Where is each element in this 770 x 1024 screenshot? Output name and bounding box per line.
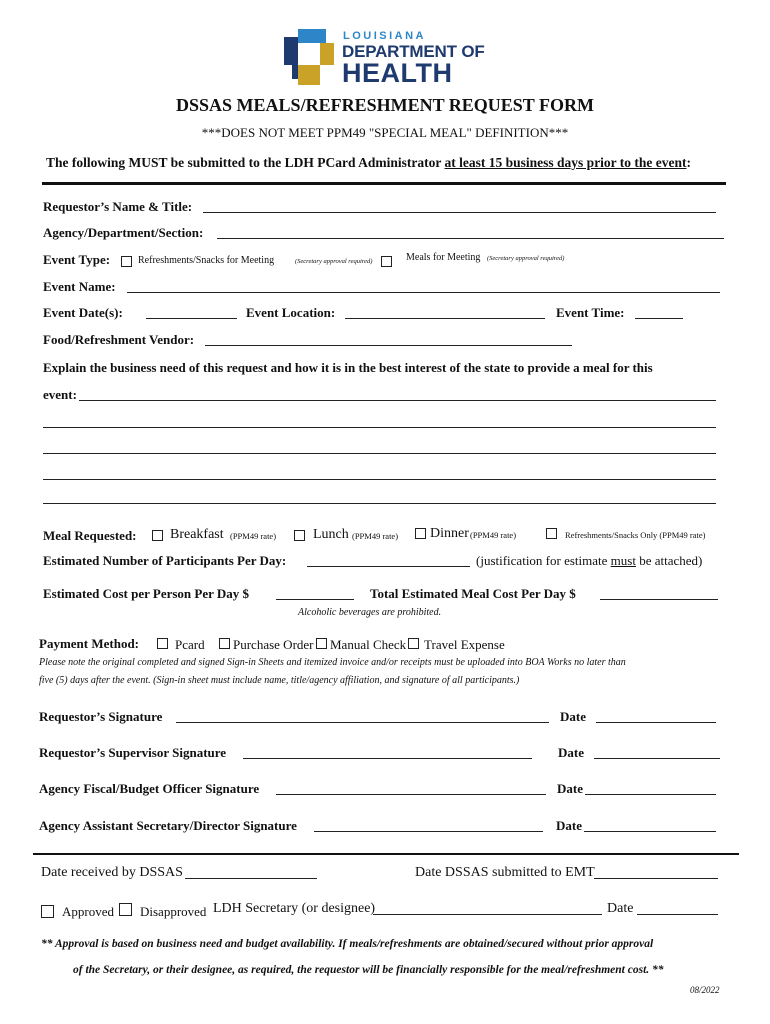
header-divider [42, 182, 726, 185]
event-location-label: Event Location: [246, 305, 336, 320]
logo-line-health: HEALTH [342, 58, 453, 88]
participants-note: (justification for estimate must be attached) [476, 553, 703, 568]
requestor-name-row: Requestor’s Name & Title: [43, 199, 193, 214]
fiscal-date-label: Date [557, 781, 583, 796]
date-received-label: Date received by DSSAS [41, 865, 183, 880]
payment-travel-label: Travel Expense [424, 637, 505, 652]
total-cost-field[interactable] [600, 587, 718, 600]
assistant-signature-label: Agency Assistant Secretary/Director Signature [39, 818, 297, 833]
secretary-date-label: Date [607, 901, 634, 916]
assistant-date-field[interactable] [584, 819, 716, 832]
payment-pcard-checkbox[interactable] [157, 638, 168, 649]
meal-breakfast-note: (PPM49 rate) [230, 531, 277, 541]
event-type-snacks-checkbox[interactable] [121, 256, 132, 267]
instruction-text: The following MUST be submitted to the LDH PCard Administrator at least 15 business days prior to the event: [46, 155, 692, 170]
explain-line-2[interactable] [43, 415, 716, 428]
date-submitted-label: Date DSSAS submitted to EMT [415, 865, 595, 880]
logo-line-department: DEPARTMENT OF [342, 42, 485, 61]
cost-per-person-label: Estimated Cost per Person Per Day $ [43, 586, 250, 601]
payment-manual-checkbox[interactable] [316, 638, 327, 649]
supervisor-date-label: Date [558, 745, 584, 760]
fiscal-signature-field[interactable] [276, 782, 546, 795]
meal-dinner-note: (PPM49 rate) [470, 530, 517, 540]
payment-travel-checkbox[interactable] [408, 638, 419, 649]
approved-label: Approved [62, 904, 114, 919]
revision-date: 08/2022 [690, 985, 720, 995]
explain-line-3[interactable] [43, 441, 716, 454]
payment-po-label: Purchase Order [233, 637, 314, 652]
footer-note-line2: of the Secretary, or their designee, as required, the requestor will be financially responsible for the meal/refreshment cost. ** [73, 964, 664, 976]
event-time-field[interactable] [635, 306, 683, 319]
payment-note-line2: five (5) days after the event. (Sign-in sheet must include name, title/agency affiliation, and signature of all participants.) [39, 675, 520, 686]
meal-dinner-checkbox[interactable] [415, 528, 426, 539]
explain-line-1[interactable] [79, 388, 716, 401]
vendor-field[interactable] [205, 333, 572, 346]
explain-line-5[interactable] [43, 491, 716, 504]
event-type-meals-label: Meals for Meeting [406, 252, 481, 263]
requestor-date-field[interactable] [596, 710, 716, 723]
alcohol-note: Alcoholic beverages are prohibited. [298, 607, 442, 618]
event-type-snacks-note: (Secretary approval required) [295, 258, 373, 265]
meal-breakfast-checkbox[interactable] [152, 530, 163, 541]
date-received-field[interactable] [185, 866, 317, 879]
ldh-logo [284, 29, 334, 90]
meal-lunch-label: Lunch [313, 527, 349, 542]
event-type-meals-checkbox[interactable] [381, 256, 392, 267]
page-subtitle: ***DOES NOT MEET PPM49 "SPECIAL MEAL" DEFINITION*** [201, 125, 569, 140]
event-location-field[interactable] [345, 306, 545, 319]
footer-note-line1: ** Approval is based on business need and budget availability. If meals/refreshments are obtained/secured without prior approval [41, 938, 654, 950]
date-submitted-field[interactable] [594, 866, 718, 879]
participants-label: Estimated Number of Participants Per Day: [43, 553, 287, 568]
meal-lunch-checkbox[interactable] [294, 530, 305, 541]
explain-line-4[interactable] [43, 467, 716, 480]
total-cost-label: Total Estimated Meal Cost Per Day $ [370, 586, 576, 601]
explain-label: Explain the business need of this request and how it is in the best interest of the state to provide a meal for this [43, 360, 653, 375]
ldh-cross-icon [284, 29, 334, 85]
meal-dinner-label: Dinner [430, 526, 469, 541]
secretary-label: LDH Secretary (or designee) [213, 901, 376, 916]
requestor-signature-field[interactable] [176, 710, 549, 723]
agency-section-field[interactable] [217, 226, 724, 239]
event-dates-field[interactable] [146, 306, 237, 319]
event-type-meals-note: (Secretary approval required) [487, 255, 565, 262]
disapproved-checkbox[interactable] [119, 903, 132, 916]
event-name-label: Event Name: [43, 279, 116, 294]
event-name-field[interactable] [127, 280, 720, 293]
requestor-name-field[interactable] [203, 200, 716, 213]
supervisor-signature-label: Requestor’s Supervisor Signature [39, 745, 227, 760]
payment-po-checkbox[interactable] [219, 638, 230, 649]
event-dates-label: Event Date(s): [43, 305, 123, 320]
participants-field[interactable] [307, 554, 470, 567]
agency-section-label: Agency/Department/Section: [43, 225, 204, 240]
requestor-date-label: Date [560, 709, 586, 724]
dssas-divider [33, 853, 739, 855]
requestor-signature-label: Requestor’s Signature [39, 709, 163, 724]
cost-per-person-field[interactable] [276, 587, 354, 600]
payment-note-line1: Please note the original completed and signed Sign-in Sheets and itemized invoice and/or receipts must be uploaded into BOA Works no later than [39, 657, 626, 668]
fiscal-date-field[interactable] [585, 782, 716, 795]
payment-method-label: Payment Method: [39, 636, 140, 651]
meal-refresh-label: Refreshments/Snacks Only (PPM49 rate) [565, 530, 706, 540]
explain-event-label: event: [43, 387, 77, 402]
event-type-snacks-label: Refreshments/Snacks for Meeting [138, 255, 275, 266]
vendor-label: Food/Refreshment Vendor: [43, 332, 195, 347]
meal-refresh-checkbox[interactable] [546, 528, 557, 539]
disapproved-label: Disapproved [140, 904, 207, 919]
supervisor-date-field[interactable] [594, 746, 720, 759]
approved-checkbox[interactable] [41, 905, 54, 918]
payment-manual-label: Manual Check [330, 637, 407, 652]
secretary-signature-field[interactable] [373, 902, 602, 915]
assistant-signature-field[interactable] [314, 819, 543, 832]
supervisor-signature-field[interactable] [243, 746, 532, 759]
fiscal-signature-label: Agency Fiscal/Budget Officer Signature [39, 781, 260, 796]
payment-pcard-label: Pcard [175, 637, 205, 652]
meal-lunch-note: (PPM49 rate) [352, 531, 399, 541]
secretary-date-field[interactable] [637, 902, 718, 915]
event-type-row: Event Type: [43, 252, 111, 267]
logo-line-louisiana: LOUISIANA [343, 30, 426, 42]
meal-breakfast-label: Breakfast [170, 527, 224, 542]
event-time-label: Event Time: [556, 305, 625, 320]
page-title: DSSAS MEALS/REFRESHMENT REQUEST FORM [176, 95, 594, 115]
meal-requested-label: Meal Requested: [43, 528, 137, 543]
assistant-date-label: Date [556, 818, 582, 833]
